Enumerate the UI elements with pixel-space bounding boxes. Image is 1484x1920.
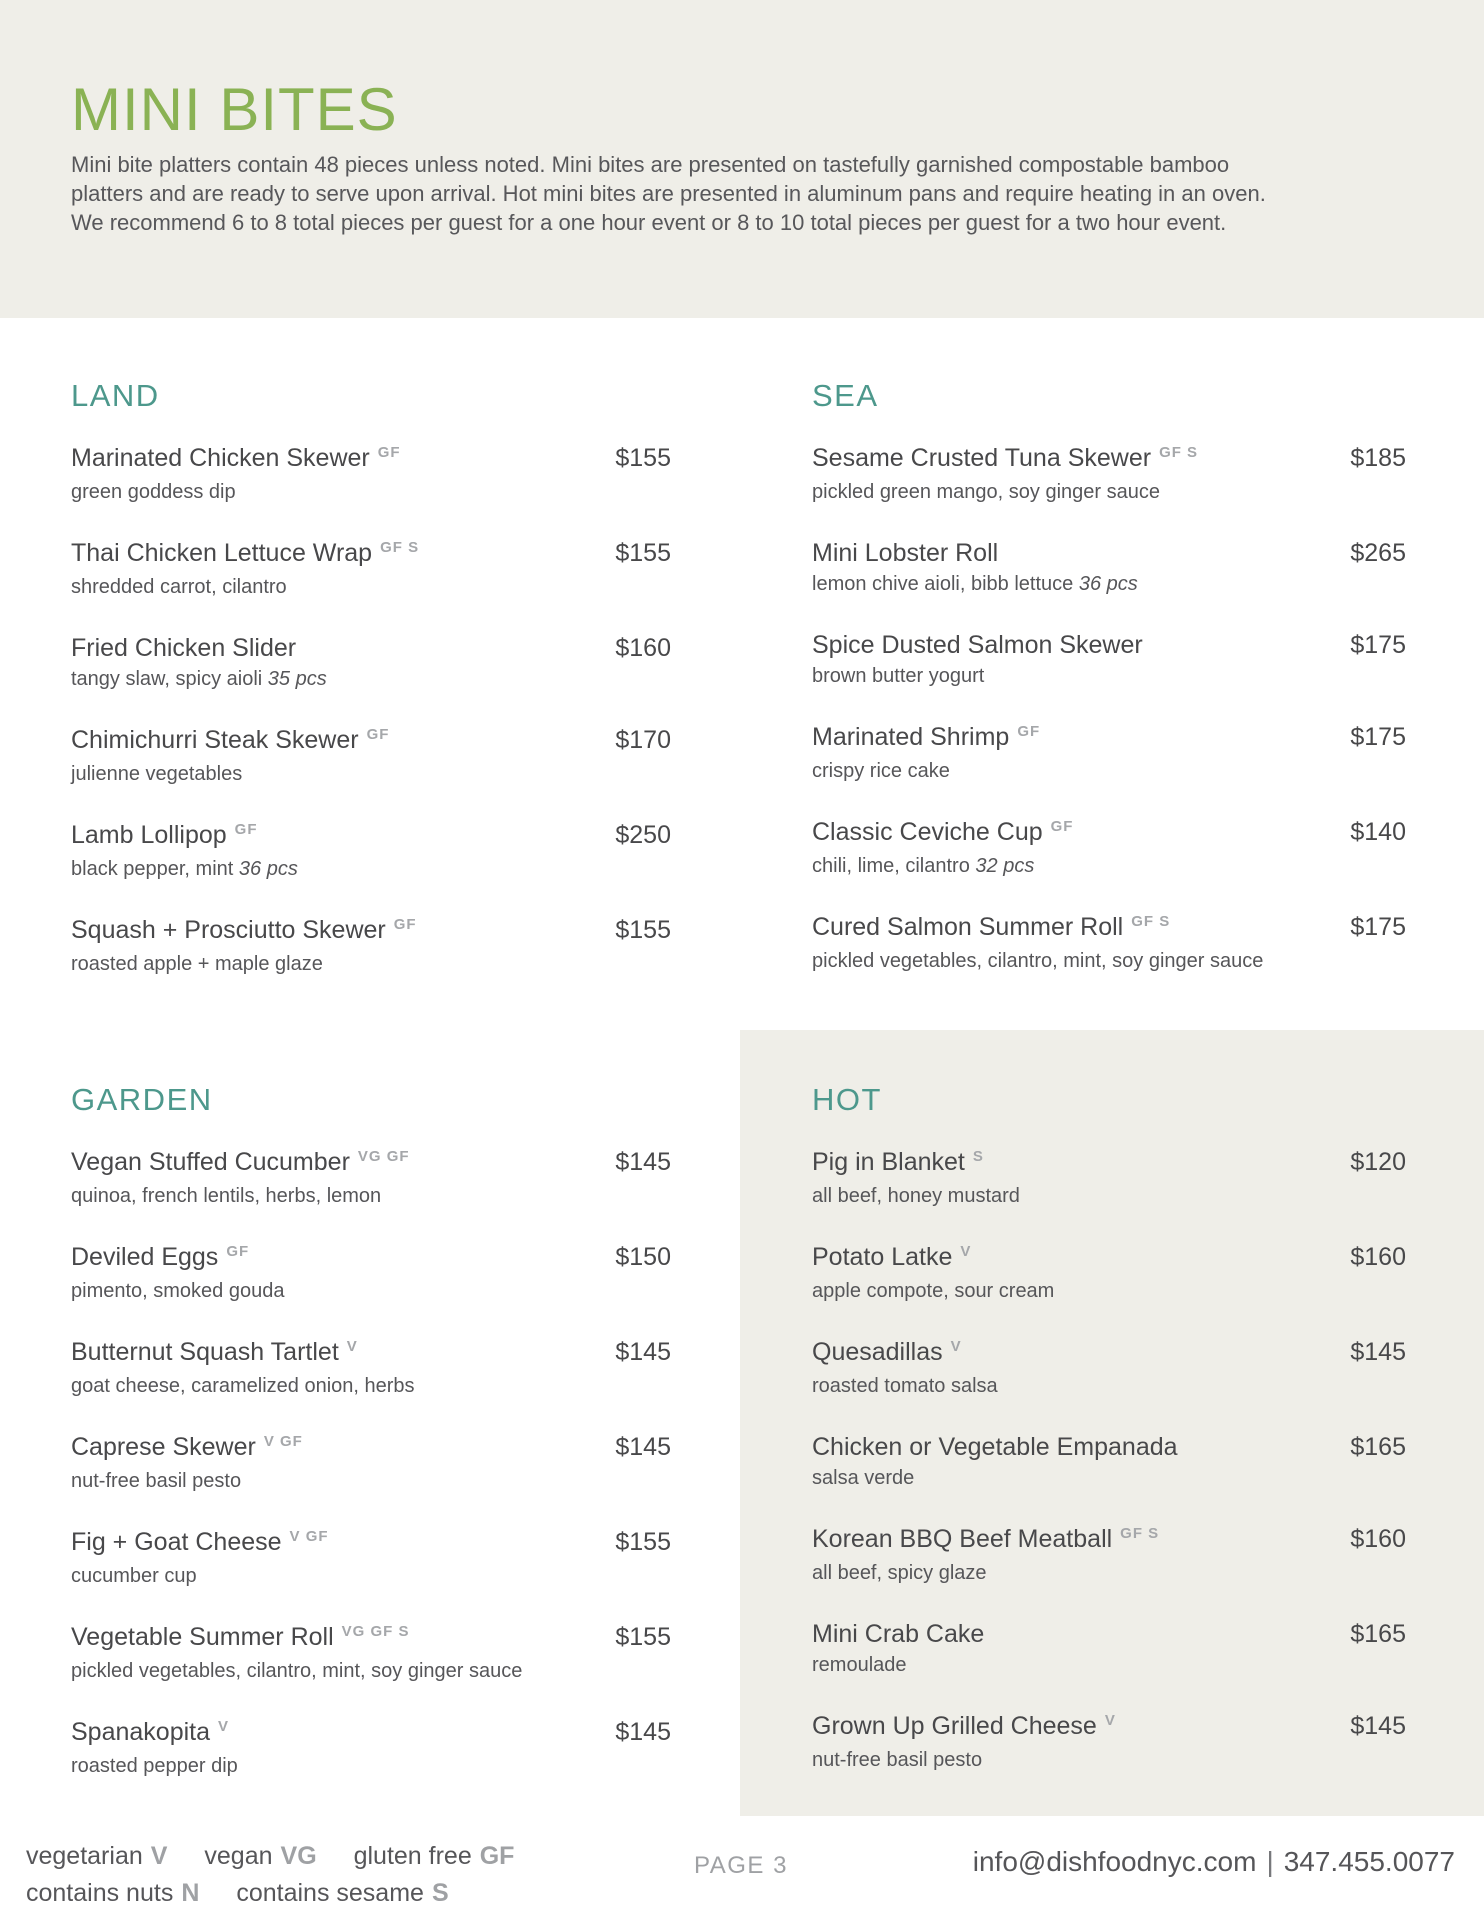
dietary-legend [26, 1838, 544, 1912]
item-price: $165 [1350, 1620, 1406, 1648]
menu-item [812, 816, 1406, 879]
menu-item [812, 721, 1406, 784]
item-piece-count: 36 pcs [1078, 573, 1138, 595]
section-hot [812, 1080, 1406, 1805]
item-price: $175 [1350, 913, 1406, 941]
section-sea [812, 376, 1406, 1006]
item-dietary-tags: GF S [1131, 913, 1171, 930]
item-price: $185 [1350, 444, 1406, 472]
item-description: crispy rice cake [812, 760, 950, 782]
item-name: Cured Salmon Summer Roll $^{GF S}$ [812, 913, 1171, 941]
item-name: Spanakopita $^V$ [71, 1718, 230, 1746]
item-description: lemon chive aioli, bibb lettuce 36 pcs [812, 573, 1138, 595]
item-name: Lamb Lollipop $^{GF}$ [71, 821, 258, 849]
item-price: $155 [615, 916, 671, 944]
item-price: $150 [615, 1243, 671, 1271]
item-description: pickled green mango, soy ginger sauce [812, 481, 1160, 503]
section-items [71, 1146, 671, 1779]
item-description: shredded carrot, cilantro [71, 576, 287, 598]
item-row [812, 911, 1406, 947]
item-row [71, 632, 671, 665]
menu-item [812, 442, 1406, 505]
menu-item [71, 914, 671, 977]
menu-item [71, 1526, 671, 1589]
legend-tag: V [150, 1842, 168, 1870]
item-row [812, 1710, 1406, 1746]
item-dietary-tags: GF [1050, 818, 1074, 835]
item-piece-count: 36 pcs [238, 858, 298, 880]
menu-item [71, 1621, 671, 1684]
menu-item [71, 537, 671, 600]
item-name: Grown Up Grilled Cheese $^V$ [812, 1712, 1116, 1740]
item-dietary-tags: GF [226, 1243, 250, 1260]
section-land [71, 376, 671, 1009]
item-row [71, 537, 671, 573]
email-text: info@dishfoodnyc.com [972, 1846, 1257, 1877]
item-description: nut-free basil pesto [71, 1470, 242, 1492]
menu-item [812, 911, 1406, 974]
menu-item [71, 1431, 671, 1494]
section-heading: HOT [812, 1082, 882, 1117]
item-row [71, 1241, 671, 1277]
item-description: roasted pepper dip [71, 1755, 238, 1777]
item-price: $155 [615, 1623, 671, 1651]
menu-item [812, 1336, 1406, 1399]
menu-item [812, 1618, 1406, 1678]
item-name: Vegan Stuffed Cucumber $^{VG GF}$ [71, 1148, 410, 1176]
legend-item [26, 1879, 199, 1907]
item-dietary-tags: VG GF [357, 1148, 410, 1165]
item-dietary-tags: GF S [1120, 1525, 1160, 1542]
item-dietary-tags: GF [234, 821, 258, 838]
menu-item [812, 1523, 1406, 1586]
legend-line [26, 1875, 544, 1912]
item-row [71, 1336, 671, 1372]
item-dietary-tags: V [950, 1338, 962, 1355]
item-dietary-tags: VG GF S [341, 1623, 410, 1640]
menu-item [812, 537, 1406, 597]
item-price: $160 [1350, 1243, 1406, 1271]
item-price: $160 [615, 634, 671, 662]
item-row [812, 629, 1406, 662]
item-price: $155 [615, 539, 671, 567]
menu-item [71, 819, 671, 882]
item-dietary-tags: V GF [289, 1528, 329, 1545]
item-price: $120 [1350, 1148, 1406, 1176]
item-name: Caprese Skewer $^{V GF}$ [71, 1433, 303, 1461]
item-row [71, 442, 671, 478]
item-name: Marinated Shrimp $^{GF}$ [812, 723, 1041, 751]
legend-line [26, 1838, 544, 1875]
item-price: $145 [1350, 1712, 1406, 1740]
section-heading: GARDEN [71, 1082, 213, 1117]
item-row [71, 914, 671, 950]
item-price: $145 [615, 1433, 671, 1461]
menu-item [71, 632, 671, 692]
item-description: black pepper, mint 36 pcs [71, 858, 298, 880]
item-price: $145 [615, 1148, 671, 1176]
menu-item [71, 1336, 671, 1399]
item-price: $265 [1350, 539, 1406, 567]
item-price: $145 [615, 1718, 671, 1746]
item-description: apple compote, sour cream [812, 1280, 1055, 1302]
item-name: Sesame Crusted Tuna Skewer $^{GF S}$ [812, 444, 1199, 472]
menu-item [812, 1710, 1406, 1773]
item-description: roasted tomato salsa [812, 1375, 998, 1397]
menu-item [71, 1241, 671, 1304]
contact-info [973, 1846, 1455, 1878]
item-row [71, 1526, 671, 1562]
item-name: Fig + Goat Cheese $^{V GF}$ [71, 1528, 329, 1556]
item-description: goat cheese, caramelized onion, herbs [71, 1375, 415, 1397]
item-name: Squash + Prosciutto Skewer $^{GF}$ [71, 916, 417, 944]
item-row [71, 1146, 671, 1182]
legend-label: vegan [204, 1842, 273, 1870]
item-name: Mini Lobster Roll [812, 539, 999, 567]
menu-item [812, 1146, 1406, 1209]
legend-label: contains sesame [236, 1879, 424, 1907]
menu-item [812, 1431, 1406, 1491]
item-row [71, 1621, 671, 1657]
menu-item [71, 442, 671, 505]
item-price: $145 [615, 1338, 671, 1366]
legend-tag: N [181, 1879, 200, 1907]
item-name: Deviled Eggs $^{GF}$ [71, 1243, 250, 1271]
item-row [812, 1523, 1406, 1559]
item-description: quinoa, french lentils, herbs, lemon [71, 1185, 382, 1207]
item-dietary-tags: GF [393, 916, 417, 933]
item-description: pickled vegetables, cilantro, mint, soy ginger sauce [71, 1660, 523, 1682]
item-row [71, 724, 671, 760]
item-name: Mini Crab Cake [812, 1620, 985, 1648]
item-price: $250 [615, 821, 671, 849]
page-title: MINI BITES [71, 76, 398, 143]
item-row [812, 1241, 1406, 1277]
item-dietary-tags: S [972, 1148, 984, 1165]
item-row [812, 721, 1406, 757]
legend-item [236, 1879, 448, 1907]
item-name: Potato Latke $^V$ [812, 1243, 972, 1271]
item-row [812, 1618, 1406, 1651]
item-price: $160 [1350, 1525, 1406, 1553]
item-description: roasted apple + maple glaze [71, 953, 323, 975]
item-dietary-tags: V GF [263, 1433, 303, 1450]
legend-tag: S [431, 1879, 449, 1907]
item-price: $170 [615, 726, 671, 754]
item-row [812, 1336, 1406, 1372]
legend-label: gluten free [353, 1842, 472, 1870]
item-row [71, 1431, 671, 1467]
item-dietary-tags: V [960, 1243, 972, 1260]
item-dietary-tags: GF [1017, 723, 1041, 740]
legend-label: contains nuts [26, 1879, 174, 1907]
item-piece-count: 35 pcs [267, 668, 327, 690]
legend-item [354, 1842, 515, 1870]
item-row [71, 1716, 671, 1752]
item-name: Vegetable Summer Roll $^{VG GF S}$ [71, 1623, 410, 1651]
legend-tag: VG [280, 1842, 317, 1870]
header-band [0, 0, 1484, 318]
item-piece-count: 32 pcs [975, 855, 1035, 877]
item-description: salsa verde [812, 1467, 915, 1489]
item-name: Spice Dusted Salmon Skewer [812, 631, 1143, 659]
page-number: PAGE 3 [694, 1852, 788, 1879]
item-row [812, 816, 1406, 852]
item-name: Chicken or Vegetable Empanada [812, 1433, 1178, 1461]
item-price: $145 [1350, 1338, 1406, 1366]
item-price: $175 [1350, 723, 1406, 751]
item-price: $165 [1350, 1433, 1406, 1461]
item-description: nut-free basil pesto [812, 1749, 983, 1771]
menu-item [71, 1146, 671, 1209]
intro-text: Mini bite platters contain 48 pieces unless noted. Mini bites are presented on tastefully garnished compostable bamboo platters and are ready to serve upon arrival. Hot mini bites are presented in aluminum pans and require heating in an oven. We recommend 6 to 8 total pieces per guest for a one hour event or 8 to 10 total pieces per guest for a two hour event. [71, 152, 1266, 235]
item-name: Classic Ceviche Cup $^{GF}$ [812, 818, 1074, 846]
item-description: remoulade [812, 1654, 907, 1676]
legend-label: vegetarian [26, 1842, 143, 1870]
item-name: Marinated Chicken Skewer $^{GF}$ [71, 444, 401, 472]
item-row [812, 537, 1406, 570]
item-name: Butternut Squash Tartlet $^V$ [71, 1338, 358, 1366]
item-description: all beef, spicy glaze [812, 1562, 987, 1584]
item-row [812, 442, 1406, 478]
item-dietary-tags: V [346, 1338, 358, 1355]
item-name: Quesadillas $^V$ [812, 1338, 962, 1366]
item-dietary-tags: GF [366, 726, 390, 743]
section-items [812, 442, 1406, 974]
section-garden [71, 1080, 671, 1811]
item-row [812, 1431, 1406, 1464]
item-name: Fried Chicken Slider [71, 634, 297, 662]
item-name: Pig in Blanket $^S$ [812, 1148, 984, 1176]
item-price: $140 [1350, 818, 1406, 846]
item-description: all beef, honey mustard [812, 1185, 1020, 1207]
item-description: green goddess dip [71, 481, 236, 503]
item-name: Chimichurri Steak Skewer $^{GF}$ [71, 726, 390, 754]
item-name: Thai Chicken Lettuce Wrap $^{GF S}$ [71, 539, 420, 567]
item-description: chili, lime, cilantro 32 pcs [812, 855, 1035, 877]
item-description: cucumber cup [71, 1565, 197, 1587]
section-items [71, 442, 671, 977]
phone-text: 347.455.0077 [1283, 1846, 1455, 1877]
item-price: $175 [1350, 631, 1406, 659]
item-description: brown butter yogurt [812, 665, 985, 687]
menu-item [812, 629, 1406, 689]
item-description: pimento, smoked gouda [71, 1280, 285, 1302]
item-dietary-tags: GF [377, 444, 401, 461]
menu-item [812, 1241, 1406, 1304]
item-name: Korean BBQ Beef Meatball $^{GF S}$ [812, 1525, 1160, 1553]
section-heading: SEA [812, 378, 879, 413]
menu-item [71, 724, 671, 787]
menu-item [71, 1716, 671, 1779]
legend-item [26, 1842, 167, 1870]
item-description: julienne vegetables [71, 763, 243, 785]
item-dietary-tags: GF S [380, 539, 420, 556]
item-row [812, 1146, 1406, 1182]
item-description: tangy slaw, spicy aioli 35 pcs [71, 668, 327, 690]
section-items [812, 1146, 1406, 1773]
item-row [71, 819, 671, 855]
section-heading: LAND [71, 378, 160, 413]
item-price: $155 [615, 1528, 671, 1556]
separator: | [1266, 1846, 1274, 1877]
item-dietary-tags: GF S [1159, 444, 1199, 461]
legend-tag: GF [479, 1842, 515, 1870]
item-dietary-tags: V [218, 1718, 230, 1735]
legend-item [204, 1842, 316, 1870]
item-description: pickled vegetables, cilantro, mint, soy ginger sauce [812, 950, 1264, 972]
item-price: $155 [615, 444, 671, 472]
item-dietary-tags: V [1104, 1712, 1116, 1729]
